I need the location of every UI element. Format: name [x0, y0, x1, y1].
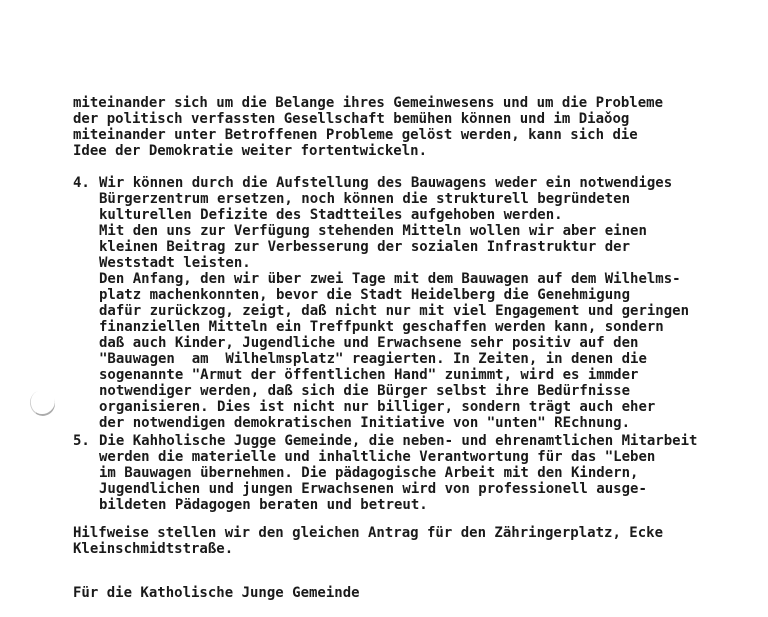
item-4-line: kleinen Beitrag zur Verbesserung der sozialen Infrastruktur der [99, 239, 631, 255]
item-4-line: kulturellen Defizite des Stadtteiles aufgehoben werden. [99, 207, 563, 223]
item-4-line: "Bauwagen am Wilhelmsplatz" reagierten. In Zeiten, in denen die [99, 351, 647, 367]
item-5-line: Die Kahholische Jugge Gemeinde, die neben- und ehrenamtlichen Mitarbeit [99, 433, 698, 449]
item-4-line: platz machenkonnten, bevor die Stadt Heidelberg die Genehmigung [99, 287, 631, 303]
item-4-line: Den Anfang, den wir über zwei Tage mit dem Bauwagen auf dem Wilhelms- [99, 271, 681, 287]
item-4-line: sogenannte "Armut der öffentlichen Hand" zunimmt, wird es immder [99, 367, 639, 383]
item-4-line: Weststadt leisten. [99, 255, 251, 271]
item-4-line: notwendiger werden, daß sich die Bürger selbst ihre Bedürfnisse [99, 383, 631, 399]
intro-line: Idee der Demokratie weiter fortentwickeln. [73, 143, 428, 159]
item-5-line: bildeten Pädagogen beraten und betreut. [99, 497, 428, 513]
item-4-line: dafür zurückzog, zeigt, daß nicht nur mit viel Engagement und geringen [99, 303, 690, 319]
item-5-line: im Bauwagen übernehmen. Die pädagogische Arbeit mit den Kindern, [99, 465, 639, 481]
intro-line: miteinander unter Betroffenen Probleme gelöst werden, kann sich die [73, 127, 638, 143]
item-5-line: Jugendlichen und jungen Erwachsenen wird von professionell ausge- [99, 481, 647, 497]
item-4-line: der notwendigen demokratischen Initiative von "unten" REchnung. [99, 415, 631, 431]
signature-line: Für die Katholische Junge Gemeinde [73, 585, 360, 601]
closing-line: Kleinschmidtstraße. [73, 541, 234, 557]
punch-hole-mark [26, 387, 58, 420]
item-4-number: 4. [73, 175, 90, 191]
intro-line: der politisch verfassten Gesellschaft bemühen können und im Diaǒog [73, 111, 630, 127]
item-5-line: werden die materielle und inhaltliche Verantwortung für das "Leben [99, 449, 656, 465]
item-4-line: Mit den uns zur Verfügung stehenden Mitteln wollen wir aber einen [99, 223, 647, 239]
item-4-line: Wir können durch die Aufstellung des Bauwagens weder ein notwendiges [99, 175, 673, 191]
item-4-line: finanziellen Mitteln ein Treffpunkt geschaffen werden kann, sondern [99, 319, 664, 335]
item-4-line: Bürgerzentrum ersetzen, noch können die strukturell begründeten [99, 191, 631, 207]
item-4-line: daß auch Kinder, Jugendliche und Erwachsene sehr positiv auf den [99, 335, 639, 351]
closing-line: Hilfweise stellen wir den gleichen Antrag für den Zähringerplatz, Ecke [73, 525, 664, 541]
item-4-line: organisieren. Dies ist nicht nur billiger, sondern trägt auch eher [99, 399, 656, 415]
item-5-number: 5. [73, 433, 90, 449]
intro-line: miteinander sich um die Belange ihres Gemeinwesens und um die Probleme [73, 95, 664, 111]
